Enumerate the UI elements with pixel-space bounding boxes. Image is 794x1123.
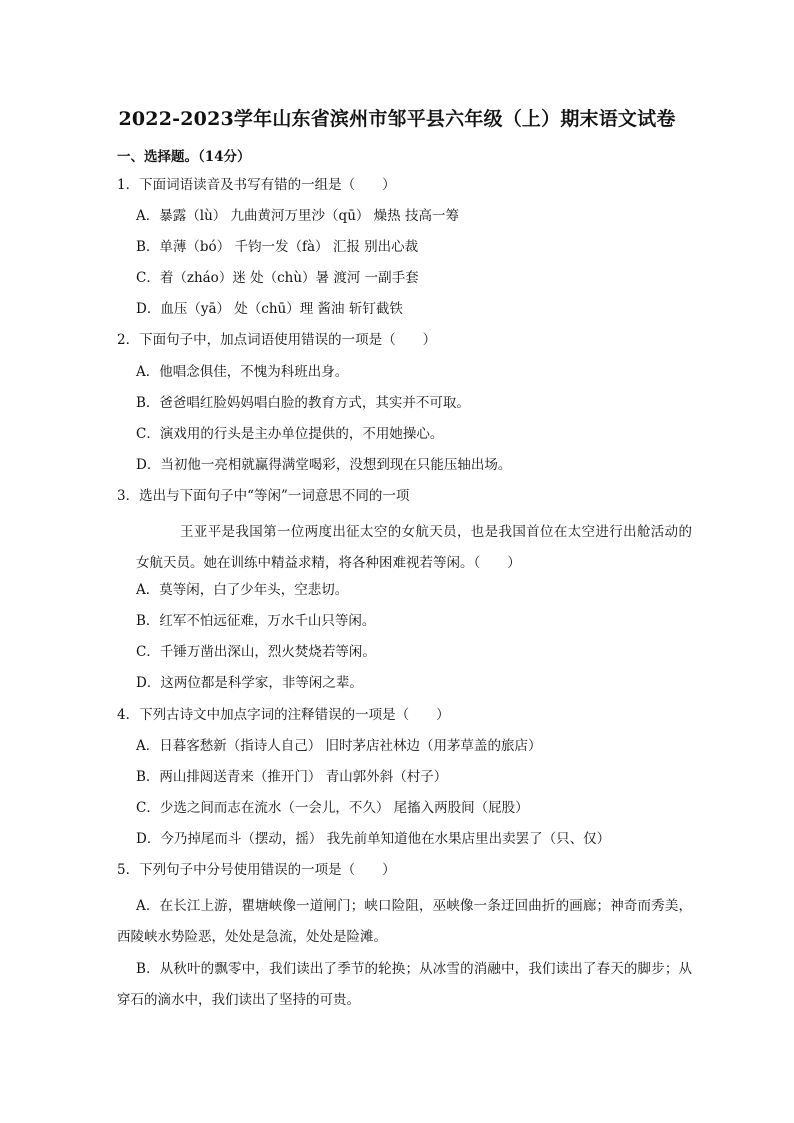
question-3-option-c: C．千锤万凿出深山，烈火焚烧若等闲。 bbox=[136, 644, 376, 660]
question-2-option-a: A．他唱念俱佳，不愧为科班出身。 bbox=[136, 364, 349, 380]
question-4-option-a: A．日暮客愁新（指诗人自己） 旧时茅店社林边（用茅草盖的旅店） bbox=[136, 738, 542, 754]
question-2-option-c: C．演戏用的行头是主办单位提供的，不用她操心。 bbox=[136, 426, 444, 442]
question-5-option-a: A．在长江上游，瞿塘峡像一道闸门；峡口险阻，巫峡像一条迂回曲折的画廊；神奇而秀美，西陵峡水势险恶，处处是急流，处处是险滩。 bbox=[117, 898, 692, 945]
question-1-option-d: D．血压（yā） 处（chū）理 酱油 斩钉截铁 bbox=[136, 301, 403, 317]
question-2-option-d: D．当初他一亮相就赢得满堂喝彩，没想到现在只能压轴出场。 bbox=[136, 457, 512, 473]
question-3-option-d: D．这两位都是科学家，非等闲之辈。 bbox=[136, 675, 363, 691]
question-3-option-a: A．莫等闲，白了少年头，空悲切。 bbox=[136, 582, 349, 598]
question-1-option-c: C．着（zháo）迷 处（chù）暑 渡河 一副手套 bbox=[136, 270, 419, 286]
question-1-option-a: A．暴露（lù） 九曲黄河万里沙（qū） 燥热 技高一筹 bbox=[136, 208, 459, 224]
question-2-option-b: B．爸爸唱红脸妈妈唱白脸的教育方式，其实并不可取。 bbox=[136, 395, 470, 411]
question-1-stem: 1．下面词语读音及书写有错的一组是（ ） bbox=[117, 177, 396, 193]
question-2-stem: 2．下面句子中，加点词语使用错误的一项是（ ） bbox=[117, 332, 437, 348]
exam-title: 2022-2023学年山东省滨州市邹平县六年级（上）期末语文试卷 bbox=[118, 108, 676, 130]
question-4-option-c: C．少选之间而志在流水（一会儿，不久） 尾搐入两股间（屁股） bbox=[136, 800, 529, 816]
question-4-option-d: D．今乃掉尾而斗（摆动，摇） 我先前单知道他在水果店里出卖罢了（只、仅） bbox=[136, 831, 611, 847]
question-3-stem: 3．选出与下面句子中“等闲”一词意思不同的一项 bbox=[117, 488, 410, 504]
question-1-option-b: B．单薄（bó） 千钧一发（fà） 汇报 别出心裁 bbox=[136, 239, 419, 255]
question-4-option-b: B．两山排闼送青来（推开门） 青山郭外斜（村子） bbox=[136, 769, 448, 785]
question-3-option-b: B．红军不怕远征难，万水千山只等闲。 bbox=[136, 613, 376, 629]
question-3-passage: 王亚平是我国第一位两度出征太空的女航天员，也是我国首位在太空进行出舱活动的女航天员。她在训练中精益求精，将各种困难视若等闲。（ ） bbox=[136, 524, 692, 571]
question-4-stem: 4．下列古诗文中加点字词的注释错误的一项是（ ） bbox=[117, 707, 450, 723]
question-5-option-b: B．从秋叶的飘零中，我们读出了季节的轮换；从冰雪的消融中，我们读出了春天的脚步；从穿石的滴水中，我们读出了坚持的可贵。 bbox=[117, 961, 692, 1008]
section-heading-choice: 一、选择题。（14分） bbox=[117, 149, 251, 165]
question-5-stem: 5．下列句子中分号使用错误的一项是（ ） bbox=[117, 862, 396, 878]
